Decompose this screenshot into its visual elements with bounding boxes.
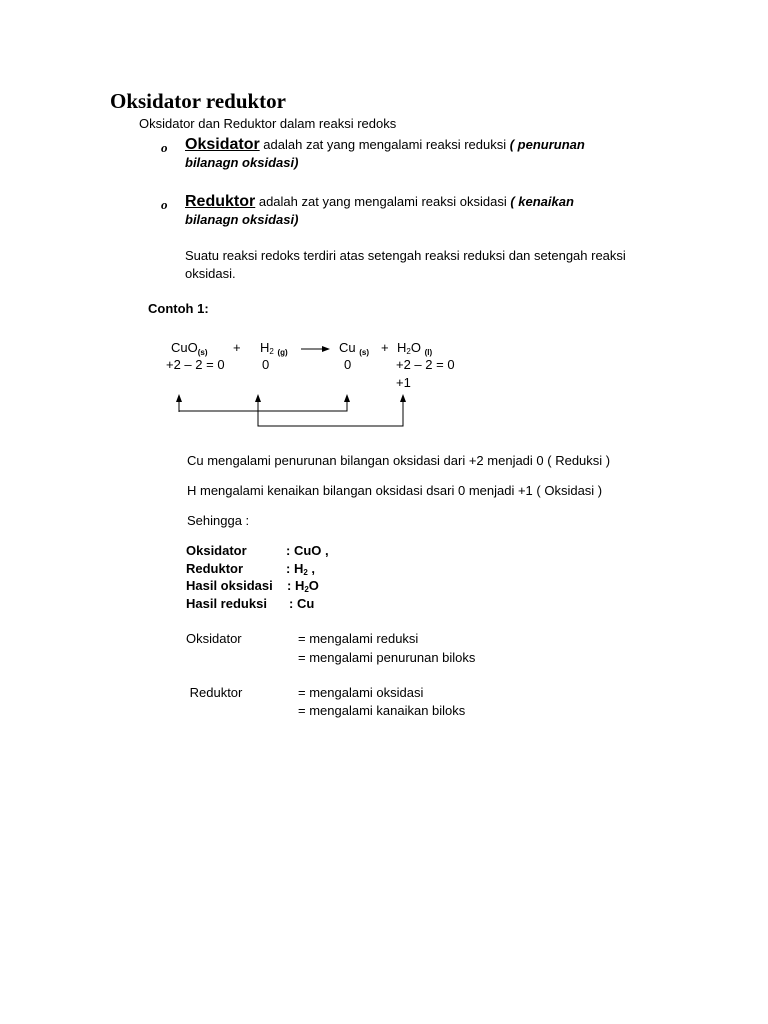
reactant-cuo: CuO$_{(s)}$ [171, 340, 208, 357]
bullet-icon: o [161, 197, 168, 212]
plus-sign: + [233, 340, 241, 355]
term-oksidator: Oksidator [185, 136, 260, 153]
reaction-arrow-icon [301, 346, 330, 352]
definition-note-continued: bilanagn oksidasi) [185, 155, 299, 170]
result-hasil-oksidasi-value: : $H_2O$ [287, 578, 319, 594]
subtitle: Oksidator dan Reduktor dalam reaksi redoks [139, 116, 397, 131]
result-oksidator-value: : CuO , [286, 543, 329, 558]
conclusion-label: Sehingga : [187, 513, 250, 528]
meaning-reduktor-line: = mengalami oksidasi [298, 685, 424, 700]
oxidation-number-h2o: +2 – 2 = 0 [396, 357, 455, 372]
definition-note: ( kenaikan [510, 194, 574, 209]
explanation-oxidation: H mengalami kenaikan bilangan oksidasi dsari 0 menjadi +1 ( Oksidasi ) [187, 483, 603, 498]
oxidation-number-cuo: +2 – 2 = 0 [166, 357, 225, 372]
summary-text: Suatu reaksi redoks terdiri atas setengah reaksi reduksi dan setengah reaksi [185, 248, 626, 263]
product-cu: Cu $_{(s)}$ [339, 340, 370, 357]
definition-note-continued: bilanagn oksidasi) [185, 212, 299, 227]
meaning-oksidator-line: = mengalami reduksi [298, 631, 419, 646]
meaning-oksidator-line: = mengalami penurunan biloks [298, 650, 476, 665]
result-hasil-oksidasi-label: Hasil oksidasi [186, 578, 273, 593]
result-reduktor-label: Reduktor [186, 561, 244, 576]
reduction-connector [179, 400, 347, 412]
page-title: Oksidator reduktor [110, 89, 286, 113]
result-reduktor-value: : $H_2$ , [286, 561, 316, 577]
oxidation-number-h-in-h2o: +1 [396, 375, 411, 390]
oxidation-number-cu: 0 [344, 357, 352, 372]
plus-sign: + [381, 340, 389, 355]
result-hasil-reduksi-label: Hasil reduksi [186, 596, 267, 611]
summary-text-continued: oksidasi. [185, 266, 236, 281]
arrowhead-icon [176, 394, 350, 402]
meaning-reduktor-line: = mengalami kanaikan biloks [298, 703, 466, 718]
reactant-h2: $H_2$ $_{(g)}$ [260, 340, 288, 357]
arrowhead-icon [255, 394, 406, 402]
term-reduktor: Reduktor [185, 193, 256, 210]
product-h2o: $H_2O$ $_{(l)}$ [397, 340, 433, 357]
meaning-reduktor-label: Reduktor [186, 685, 243, 700]
definition-text: adalah zat yang mengalami reaksi reduksi [259, 137, 510, 152]
definition-text: adalah zat yang mengalami reaksi oksidasi [255, 194, 511, 209]
example-heading: Contoh 1: [148, 301, 209, 316]
oxidation-connector [258, 400, 403, 426]
result-hasil-reduksi-value: : Cu [289, 596, 315, 611]
explanation-reduction: Cu mengalami penurunan bilangan oksidasi dari +2 menjadi 0 ( Reduksi ) [187, 453, 611, 468]
definition-note: ( penurunan [509, 137, 585, 152]
result-oksidator-label: Oksidator [186, 543, 247, 558]
meaning-oksidator-label: Oksidator [186, 631, 242, 646]
oxidation-number-h2: 0 [262, 357, 270, 372]
bullet-icon: o [161, 140, 168, 155]
